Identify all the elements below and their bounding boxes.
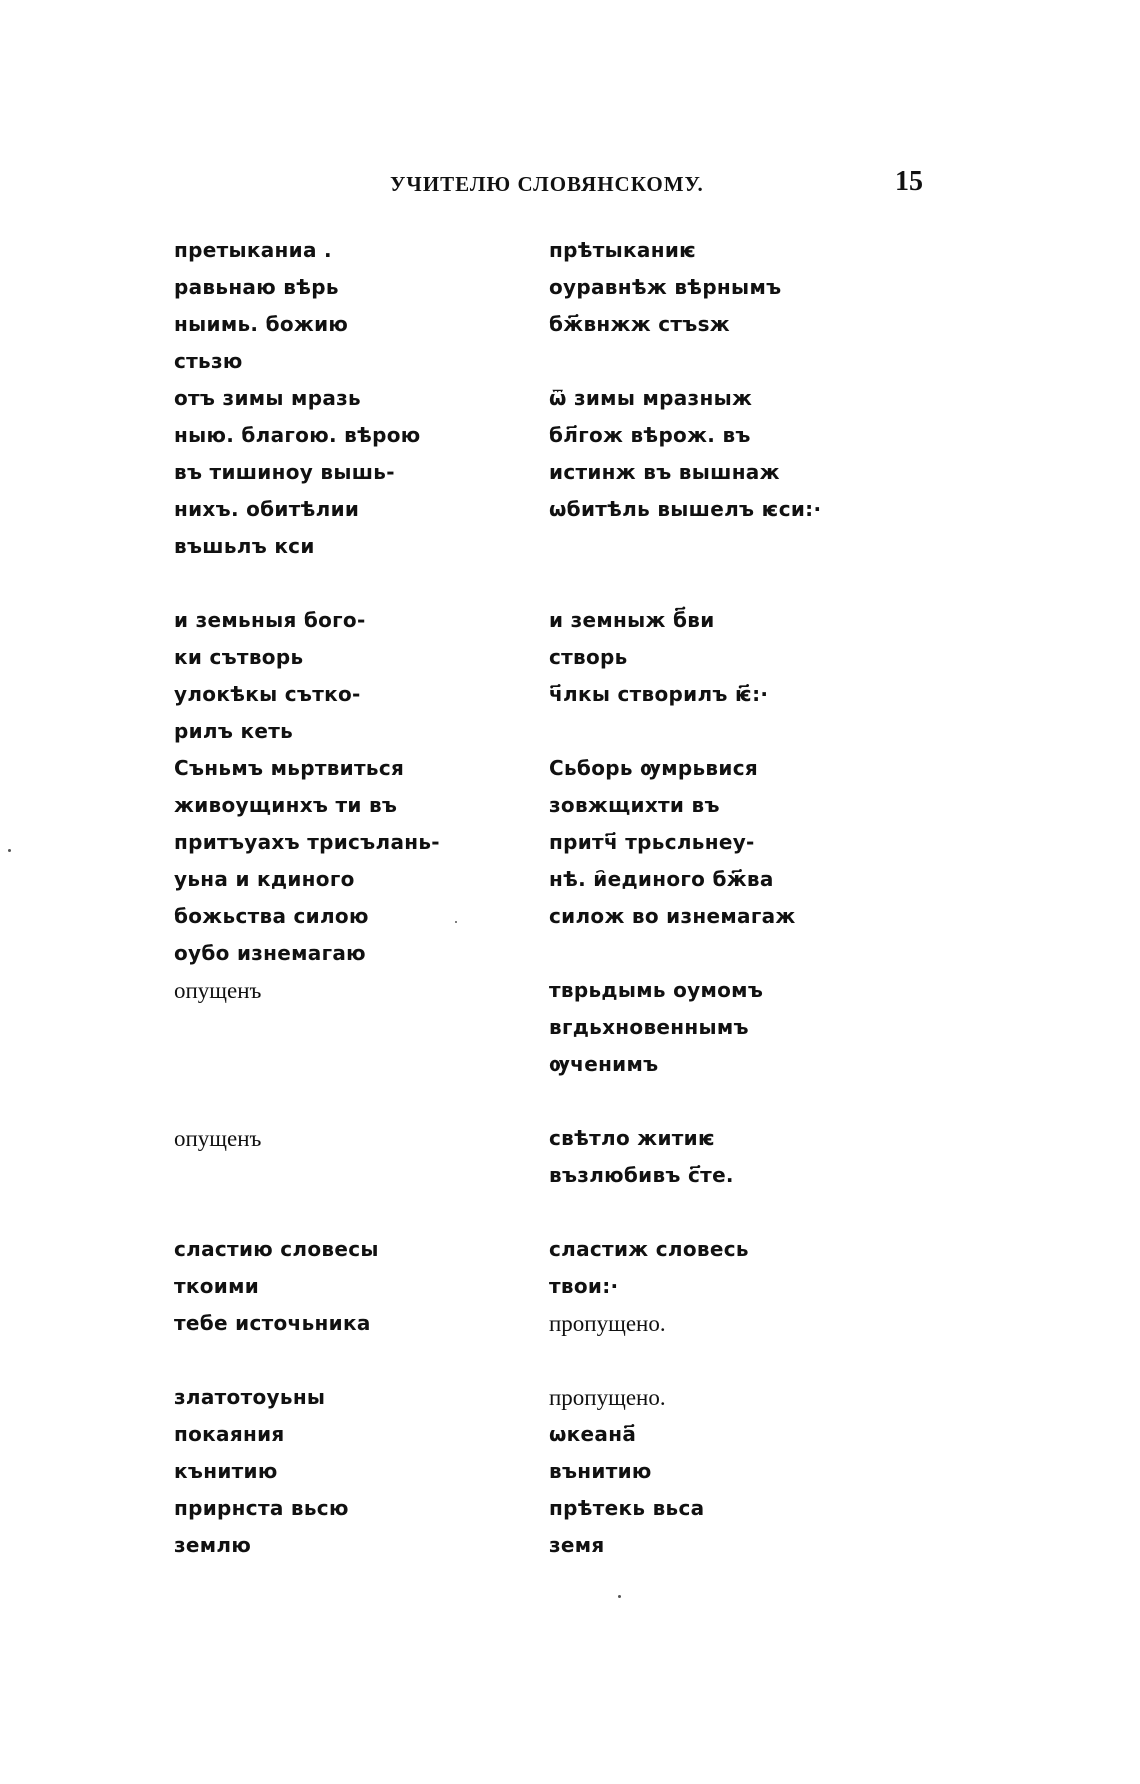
right-column-line: тврьдымь оумомъ bbox=[549, 978, 764, 1002]
right-column-line: ѹченимъ bbox=[549, 1052, 659, 1076]
right-column-line: твои:· bbox=[549, 1274, 619, 1298]
page-number: 15 bbox=[895, 166, 923, 197]
right-column-line: прѣтыканиѥ bbox=[549, 238, 697, 262]
right-column-line: Сьборь ѹмрьвися bbox=[549, 756, 759, 780]
left-column-line: притъуахъ трисълань- bbox=[174, 830, 440, 854]
right-column-spacer bbox=[549, 713, 969, 750]
left-column-spacer bbox=[174, 1342, 534, 1379]
left-column-spacer bbox=[174, 1009, 534, 1046]
left-column-line: отъ зимы мразь bbox=[174, 386, 361, 410]
right-column-spacer bbox=[549, 1342, 969, 1379]
left-column-line: ныю. благою. вѣрою bbox=[174, 423, 421, 447]
right-column-line: възлюбивъ с҃те. bbox=[549, 1163, 734, 1187]
right-column-line: пропущено. bbox=[549, 1311, 666, 1336]
left-column-spacer bbox=[174, 1083, 534, 1120]
running-title: УЧИТЕЛЮ СЛОВЯНСКОМУ. bbox=[390, 172, 704, 196]
left-column-line: прирнста вьсю bbox=[174, 1496, 349, 1520]
left-column-line: оубо изнемагаю bbox=[174, 941, 366, 965]
right-column-line: притч҃ трьсльнеу- bbox=[549, 830, 755, 854]
left-column-line: опущенъ bbox=[174, 978, 262, 1003]
left-column-line: кънитию bbox=[174, 1459, 278, 1483]
print-speck bbox=[8, 849, 11, 852]
right-column-spacer bbox=[549, 565, 969, 602]
left-column-line: ткоими bbox=[174, 1274, 260, 1298]
left-text-column bbox=[174, 232, 534, 1564]
left-column-line: тебе источьника bbox=[174, 1311, 371, 1335]
left-column-line: божьства силою bbox=[174, 904, 369, 928]
right-column-line: оуравнѣж вѣрнымъ bbox=[549, 275, 782, 299]
right-column-line: земя bbox=[549, 1533, 605, 1557]
left-column-line: въшьлъ кси bbox=[174, 534, 315, 558]
right-column-line: створь bbox=[549, 645, 628, 669]
left-column-line: уьна и кдиного bbox=[174, 867, 355, 891]
right-column-spacer bbox=[549, 528, 969, 565]
right-column-line: силож во изнемагаж bbox=[549, 904, 796, 928]
right-column-line: сластиж словесь bbox=[549, 1237, 749, 1261]
left-column-line: рилъ кеть bbox=[174, 719, 294, 743]
left-column-line: живоущинхъ ти въ bbox=[174, 793, 398, 817]
right-column-line: пропущено. bbox=[549, 1385, 666, 1410]
left-column-spacer bbox=[174, 565, 534, 602]
right-column-spacer bbox=[549, 1194, 969, 1231]
right-column-spacer bbox=[549, 343, 969, 380]
right-column-line: нѣ. и҄единого бж҃ва bbox=[549, 867, 774, 891]
right-column-line: и земныж б҃ви bbox=[549, 608, 715, 632]
left-column-line: сластию словесы bbox=[174, 1237, 379, 1261]
left-column-line: стьзю bbox=[174, 349, 243, 373]
left-column-line: претыканиа . bbox=[174, 238, 332, 262]
right-column-line: бл҃гож вѣрож. въ bbox=[549, 423, 751, 447]
left-column-line: въ тишиноу вышь- bbox=[174, 460, 395, 484]
right-column-line: ч҃лкы створилъ ѥ҃:· bbox=[549, 682, 769, 706]
print-speck bbox=[618, 1595, 621, 1598]
right-column-line: зовжщихти въ bbox=[549, 793, 720, 817]
print-speck bbox=[455, 921, 457, 923]
left-column-spacer bbox=[174, 1157, 534, 1194]
right-column-line: ѡбитѣль вышелъ ѥси:· bbox=[549, 497, 822, 521]
left-column-spacer bbox=[174, 1194, 534, 1231]
left-column-line: улокѣкы сътко- bbox=[174, 682, 361, 706]
right-column-line: вгдьхновеннымъ bbox=[549, 1015, 749, 1039]
left-column-line: нихъ. обитѣлии bbox=[174, 497, 360, 521]
right-column-line: свѣтло житиѥ bbox=[549, 1126, 716, 1150]
right-text-column bbox=[549, 232, 969, 1564]
right-column-line: бж҃внжж стъѕж bbox=[549, 312, 730, 336]
right-column-line: истинж въ вышнаж bbox=[549, 460, 780, 484]
left-column-line: Съньмъ мьртвиться bbox=[174, 756, 405, 780]
left-column-line: златотоуьны bbox=[174, 1385, 326, 1409]
right-column-line: ѿ зимы мразныж bbox=[549, 386, 753, 410]
right-column-spacer bbox=[549, 1083, 969, 1120]
right-column-spacer bbox=[549, 935, 969, 972]
left-column-spacer bbox=[174, 1046, 534, 1083]
left-column-line: ки сътворь bbox=[174, 645, 304, 669]
left-column-line: ныимь. божию bbox=[174, 312, 349, 336]
left-column-line: землю bbox=[174, 1533, 252, 1557]
right-column-line: ѡкеана҃ bbox=[549, 1422, 637, 1446]
left-column-line: покаяния bbox=[174, 1422, 285, 1446]
right-column-line: прѣтекь вьса bbox=[549, 1496, 705, 1520]
left-column-line: и земьныя бого- bbox=[174, 608, 366, 632]
right-column-line: вънитию bbox=[549, 1459, 652, 1483]
left-column-line: равьнаю вѣрь bbox=[174, 275, 339, 299]
left-column-line: опущенъ bbox=[174, 1126, 262, 1151]
